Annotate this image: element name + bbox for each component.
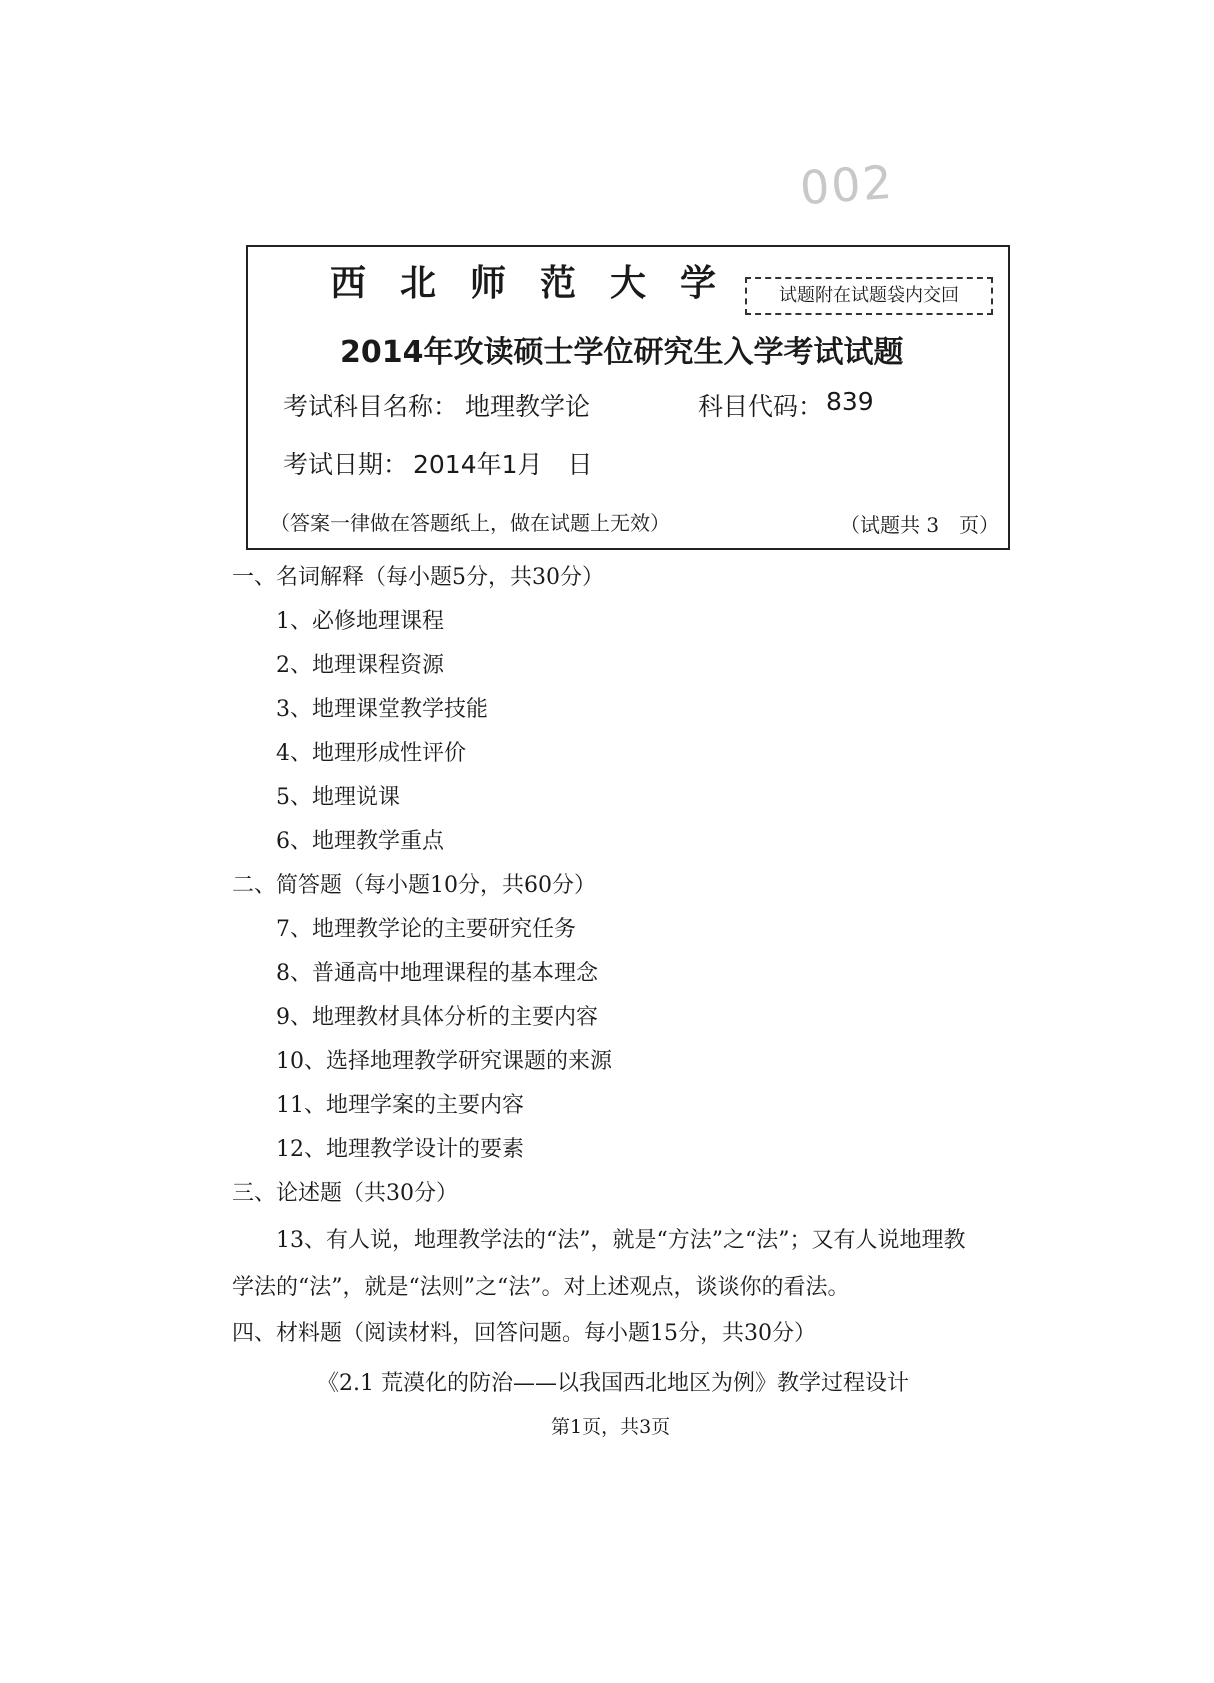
subject-value: 地理教学论 [465, 392, 591, 421]
question-item: 4、地理形成性评价 [276, 741, 466, 766]
handwritten-mark: 002 [798, 154, 896, 216]
page-footer: 第1页，共3页 [551, 1416, 671, 1438]
question-item: 1、必修地理课程 [276, 609, 444, 634]
answer-note: （答案一律做在答题纸上，做在试题上无效） [270, 511, 670, 535]
return-note-box: 试题附在试题袋内交回 [745, 277, 993, 315]
section-heading-4: 四、材料题（阅读材料，回答问题。每小题15分，共30分） [232, 1321, 816, 1346]
question-item: 8、普通高中地理课程的基本理念 [276, 961, 598, 986]
date-label: 考试日期： [283, 450, 409, 479]
question-item: 10、选择地理教学研究课题的来源 [276, 1049, 612, 1074]
question-item: 6、地理教学重点 [276, 829, 444, 854]
question-item: 9、地理教材具体分析的主要内容 [276, 1005, 598, 1030]
code-label: 科目代码： [698, 392, 824, 421]
code-value: 839 [826, 387, 874, 416]
date-value: 2014年1月 日 [413, 450, 593, 479]
question-item: 11、地理学案的主要内容 [276, 1093, 524, 1118]
essay-question-line-1: 13、有人说，地理教学法的“法”，就是“方法”之“法”；又有人说地理教 [276, 1228, 966, 1253]
exam-header-box [246, 245, 1010, 550]
question-item: 12、地理教学设计的要素 [276, 1137, 524, 1162]
material-title: 《2.1 荒漠化的防治——以我国西北地区为例》教学过程设计 [317, 1371, 909, 1396]
university-name: 西北师范大学 [330, 263, 751, 304]
section-heading-2: 二、简答题（每小题10分，共60分） [232, 873, 596, 898]
exam-title: 2014年攻读硕士学位研究生入学考试试题 [340, 335, 904, 370]
question-item: 2、地理课程资源 [276, 653, 444, 678]
question-item: 3、地理课堂教学技能 [276, 697, 488, 722]
essay-question-line-2: 学法的“法”，就是“法则”之“法”。对上述观点，谈谈你的看法。 [232, 1275, 850, 1300]
section-heading-3: 三、论述题（共30分） [232, 1181, 458, 1206]
subject-label: 考试科目名称： [283, 392, 459, 421]
question-item: 7、地理教学论的主要研究任务 [276, 917, 576, 942]
question-item: 5、地理说课 [276, 785, 400, 810]
page-count-note: （试题共 3 页） [840, 513, 1000, 537]
section-heading-1: 一、名词解释（每小题5分，共30分） [232, 565, 604, 590]
